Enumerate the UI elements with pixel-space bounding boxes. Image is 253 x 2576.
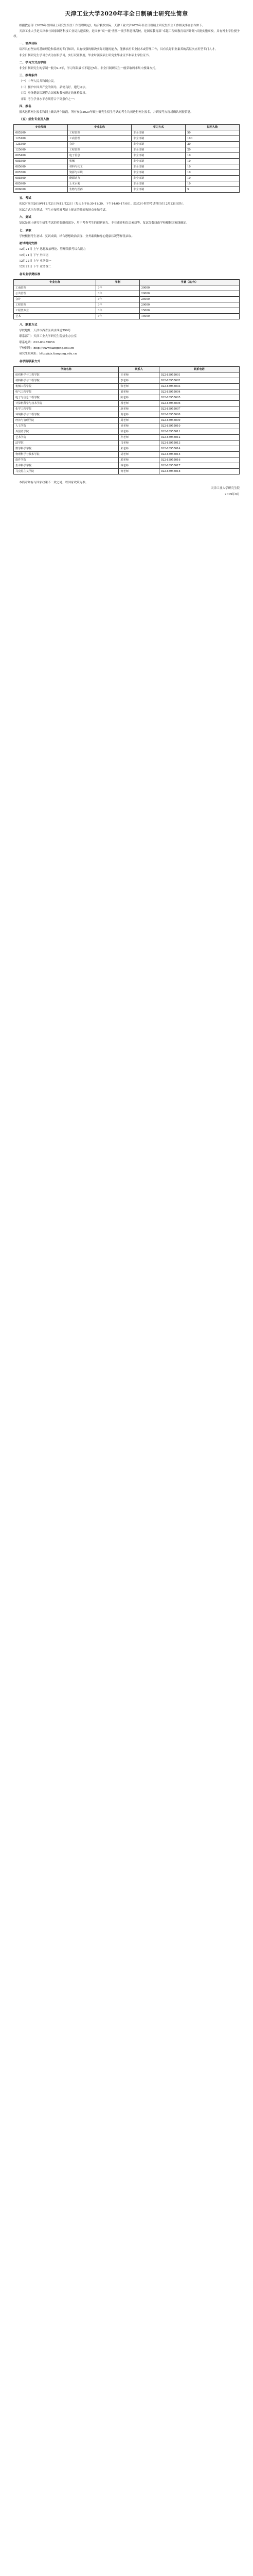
table-header-cell: 专业名称 <box>14 279 96 285</box>
table-cell: 022-83955003 <box>159 383 239 389</box>
table-cell: 022-83955014 <box>159 446 239 451</box>
section-paragraph: （二）拥护中国共产党的领导，品德良好，遵纪守法。 <box>19 86 88 89</box>
table-cell: 非全日制 <box>132 170 186 176</box>
table-cell: 外国语学院 <box>14 429 119 434</box>
table-cell: 10 <box>186 153 240 159</box>
table-cell: 郭老师 <box>119 457 159 463</box>
table-cell: 艺术学院 <box>14 434 119 440</box>
table-row <box>14 170 240 176</box>
table-cell: 非全日制 <box>132 147 186 153</box>
table-cell: 022-83955001 <box>159 372 239 378</box>
section-paragraph: （一）中华人民共和国公民。 <box>19 80 57 83</box>
contacts-list <box>13 329 240 357</box>
table-row <box>14 153 240 159</box>
table-row <box>14 308 240 313</box>
table-row <box>14 451 240 457</box>
table-cell: 李老师 <box>119 378 159 383</box>
table-row <box>14 296 240 302</box>
table-cell: 3年 <box>96 308 139 313</box>
table-cell: 数学科学学院 <box>14 446 119 451</box>
table-row <box>14 463 240 468</box>
table-row <box>14 372 240 378</box>
section-paragraph: （四）考生学业水平必须符合下列条件之一： <box>19 97 77 101</box>
table-cell: 王老师 <box>119 372 159 378</box>
table-cell: 086000 <box>14 187 68 193</box>
section-paragraph: 初试时间为2019年12月21日至12月22日（每天上午8:30-11:30，下午14:00-17:00）。超过3小时的考试科目在12月23日进行。 <box>19 202 186 206</box>
table-row <box>14 434 240 440</box>
table-cell: 工商管理 <box>67 136 131 142</box>
table-row <box>14 291 240 296</box>
table-row <box>14 176 240 181</box>
schedule-item: 12月22日 下午 业务课二 <box>19 265 51 269</box>
table-row <box>14 130 240 136</box>
table-row <box>14 378 240 383</box>
intro-section <box>13 24 240 39</box>
table-cell: 100 <box>186 136 240 142</box>
table-cell: 15000 <box>139 313 239 319</box>
sections-block <box>13 41 240 115</box>
table-cell: 刘老师 <box>119 389 159 395</box>
table-header-row <box>14 366 240 372</box>
table-row <box>14 181 240 187</box>
section-paragraph: 非全日制研究生的学制一般为2-3年，学习年限最长不超过5年。非全日制研究生一般采取周末集中授课方式。 <box>19 67 158 71</box>
enrollment-table <box>13 124 240 193</box>
table-row <box>14 412 240 417</box>
section-paragraph: （三）身体健康状况符合国家和我校规定的体检要求。 <box>19 92 88 95</box>
section-paragraph: 学校根据考生初试、复试成绩，结合思想政治表现、业务素质和身心健康状况等择优录取。 <box>19 234 134 238</box>
table-row <box>14 440 240 446</box>
table-cell: 20000 <box>139 302 239 308</box>
table-row <box>14 136 240 142</box>
table-cell: 法学院 <box>14 440 119 446</box>
table-header-row <box>14 125 240 130</box>
table-cell: 材料科学与工程学院 <box>14 378 119 383</box>
table-cell: 30000 <box>139 285 239 291</box>
table-cell: 会计 <box>14 296 96 302</box>
tuition-table <box>13 279 240 319</box>
table-cell: 085800 <box>14 176 68 181</box>
table-cell: 杨老师 <box>119 400 159 406</box>
table-cell: 20 <box>186 147 240 153</box>
table-cell: 10 <box>186 176 240 181</box>
table-cell: 125100 <box>14 136 68 142</box>
table-cell: 公共管理 <box>14 291 96 296</box>
table-cell: 工商管理 <box>14 285 96 291</box>
table-cell: 非全日制 <box>132 164 186 170</box>
table-cell: 资源与环境 <box>67 170 131 176</box>
contact-item: 研究生院网址：http://yjs.tiangong.edu.cn <box>19 352 77 356</box>
table-cell: 非全日制 <box>132 176 186 181</box>
table-cell: 马克思主义学院 <box>14 468 119 474</box>
table-cell: 022-83955005 <box>159 395 239 400</box>
contacts-heading: 八、联系方式 <box>19 323 38 327</box>
table-row <box>14 468 240 474</box>
contact-item: 学校地址：天津市西青区宾水西道399号 <box>19 329 71 332</box>
table-cell: 125300 <box>14 142 68 147</box>
schedule-item: 12月21日 下午 外国语 <box>19 253 49 257</box>
table-cell: 机械 <box>67 159 131 164</box>
table-cell: 30 <box>186 142 240 147</box>
closing-line: 本简章如有与国家政策不一致之处，以国家政策为准。 <box>19 481 88 484</box>
closing-block <box>13 481 240 497</box>
table-row <box>14 159 240 164</box>
table-cell: 电子信息 <box>67 153 131 159</box>
table-row <box>14 285 240 291</box>
table-cell: 吴老师 <box>119 423 159 429</box>
table-header-cell: 学习方式 <box>132 125 186 130</box>
table-header-cell: 专业名称 <box>67 125 131 130</box>
table-cell: 孙老师 <box>119 434 159 440</box>
table-cell: 计算机科学与技术学院 <box>14 400 119 406</box>
table-row <box>14 400 240 406</box>
table-cell: 20000 <box>139 291 239 296</box>
section-paragraph: 初试方式均为笔试。考生应按照准考证上规定的时间和地点参加考试。 <box>19 208 109 212</box>
table-cell: 赵老师 <box>119 406 159 412</box>
section-heading: 一、培养目标 <box>19 42 38 46</box>
table-cell: 10 <box>186 170 240 176</box>
table-cell: 工程类专业 <box>14 308 96 313</box>
table-cell: 工程管理 <box>67 130 131 136</box>
table-header-cell: 专业代码 <box>14 125 68 130</box>
table-header-cell: 拟招人数 <box>186 125 240 130</box>
table-cell: 人文学院 <box>14 423 119 429</box>
table-cell: 非全日制 <box>132 136 186 142</box>
table-row <box>14 383 240 389</box>
table-cell: 机械工程学院 <box>14 383 119 389</box>
table-cell: 胡老师 <box>119 451 159 457</box>
table-cell: 生物与医药 <box>67 187 131 193</box>
table-row <box>14 446 240 451</box>
document-page <box>0 0 253 519</box>
section-paragraph: 培养具有坚实的基础理论和系统的专门知识，具有较强的解决实际问题的能力，能够承担专业技术或管理工作，具有良好职业素养的高层次应用型专门人才。 <box>19 48 218 52</box>
table-cell: 50 <box>186 130 240 136</box>
table-cell: 生命科学学院 <box>14 463 119 468</box>
table-row <box>14 395 240 400</box>
section-heading: 五、考试 <box>19 197 31 200</box>
table-row <box>14 423 240 429</box>
table-cell: 022-83955002 <box>159 378 239 383</box>
table-header-cell: 联系电话 <box>159 366 239 372</box>
table-cell: 电子与信息工程学院 <box>14 395 119 400</box>
table-row <box>14 313 240 319</box>
table-cell: 085400 <box>14 153 68 159</box>
table-cell: 022-83955013 <box>159 440 239 446</box>
table-header-cell: 学院名称 <box>14 366 119 372</box>
table-row <box>14 429 240 434</box>
table-cell: 软件学院 <box>14 457 119 463</box>
table-cell: 林老师 <box>119 463 159 468</box>
table1-caption: （五）招生专业及人数 <box>19 118 49 122</box>
table-cell: 能源动力 <box>67 176 131 181</box>
table-cell: 022-83955006 <box>159 400 239 406</box>
table-cell: 化学工程学院 <box>14 406 119 412</box>
table-cell: 非全日制 <box>132 181 186 187</box>
table-cell: 022-83955010 <box>159 423 239 429</box>
table-cell: 5 <box>186 187 240 193</box>
table-row <box>14 302 240 308</box>
table-cell: 25000 <box>139 296 239 302</box>
table-cell: 经济与管理学院 <box>14 417 119 423</box>
table3-caption: 各学院联系方式 <box>19 360 41 363</box>
table-cell: 环境科学与工程学院 <box>14 412 119 417</box>
table-row <box>14 389 240 395</box>
schedule-caption: 初试时间安排 <box>19 242 38 246</box>
table-cell: 022-83955008 <box>159 412 239 417</box>
table-cell: 022-83955011 <box>159 429 239 434</box>
table-cell: 非全日制 <box>132 153 186 159</box>
intro-paragraph: 根据教育部《2020年全国硕士研究生招生工作管理规定》，结合我校实际，天津工业大学2020年非全日制硕士研究生招生工作相关事宜公布如下。 <box>19 24 205 27</box>
table-cell: 非全日制 <box>132 142 186 147</box>
college-contacts-table <box>13 366 240 474</box>
table-cell: 085500 <box>14 159 68 164</box>
section-paragraph: 报名包括网上报名和网上确认两个阶段。所有参加2020年硕士研究生招生考试的考生均须进行网上报名，并到报考点现场确认网报信息。 <box>19 111 193 114</box>
table-cell: 085700 <box>14 170 68 176</box>
table-header-row <box>14 279 240 285</box>
section-heading: 二、学习方式及学制 <box>19 61 46 65</box>
table-cell: 085600 <box>14 164 68 170</box>
table-cell: 物理科学与技术学院 <box>14 451 119 457</box>
table-cell: 3年 <box>96 302 139 308</box>
section-paragraph: 非全日制研究生学习方式为在职学习，实行双证制度，毕业时颁发硕士研究生毕业证书和硕士学位证书。 <box>19 54 152 57</box>
contact-item: 联系电话：022-83955056 <box>19 341 55 344</box>
table-row <box>14 417 240 423</box>
table-cell: 3年 <box>96 291 139 296</box>
table-cell: 艺术 <box>14 313 96 319</box>
table-cell: 徐老师 <box>119 429 159 434</box>
table-cell: 022-83955012 <box>159 434 239 440</box>
schedule-item: 12月22日 上午 业务课一 <box>19 259 51 263</box>
table-cell: 何老师 <box>119 468 159 474</box>
table-cell: 3年 <box>96 296 139 302</box>
section-heading: 四、报名 <box>19 105 31 109</box>
table-cell: 非全日制 <box>132 159 186 164</box>
contact-item: 联系部门：天津工业大学研究生院招生办公室 <box>19 335 77 338</box>
table-cell: 022-83955009 <box>159 417 239 423</box>
table-row <box>14 142 240 147</box>
table-header-cell: 联系人 <box>119 366 159 372</box>
schedule-item: 12月21日 上午 思想政治理论、管理类联考综合能力 <box>19 248 86 251</box>
table-cell: 3年 <box>96 285 139 291</box>
table-cell: 电气工程学院 <box>14 389 119 395</box>
contact-item: 学校网址：http://www.tiangong.edu.cn <box>19 346 74 350</box>
table-row <box>14 187 240 193</box>
table-cell: 会计 <box>67 142 131 147</box>
table-cell: 黄老师 <box>119 412 159 417</box>
table-cell: 125600 <box>14 147 68 153</box>
table-cell: 材料与化工 <box>67 164 131 170</box>
table-cell: 085900 <box>14 181 68 187</box>
section-paragraph: 复试是硕士研究生招生考试的重要组成部分，用于考查考生的创新能力、专业素养和综合素质等。复试分数线由学校根据国家线确定。 <box>19 222 189 225</box>
table-header-cell: 学费（元/年） <box>139 279 239 285</box>
table-cell: 085200 <box>14 130 68 136</box>
table-cell: 陈老师 <box>119 395 159 400</box>
table2-caption: 各专业学费标准 <box>19 273 41 276</box>
table-cell: 周老师 <box>119 417 159 423</box>
table-row <box>14 457 240 463</box>
table-row <box>14 406 240 412</box>
table-cell: 022-83955016 <box>159 457 239 463</box>
table-cell: 工程管理 <box>14 302 96 308</box>
table-cell: 马老师 <box>119 440 159 446</box>
table-row <box>14 164 240 170</box>
table-cell: 022-83955015 <box>159 451 239 457</box>
section-heading: 六、复试 <box>19 216 31 219</box>
section-heading: 三、报考条件 <box>19 74 38 78</box>
table-header-cell: 学制 <box>96 279 139 285</box>
table-cell: 022-83955017 <box>159 463 239 468</box>
table-cell: 3年 <box>96 313 139 319</box>
table-cell: 10 <box>186 181 240 187</box>
table-row <box>14 147 240 153</box>
table-cell: 纺织科学与工程学院 <box>14 372 119 378</box>
table-cell: 15000 <box>139 308 239 313</box>
table-cell: 非全日制 <box>132 187 186 193</box>
closing-line: 天津工业大学研究生院 <box>211 487 240 490</box>
table-cell: 工程管理 <box>67 147 131 153</box>
table-cell: 张老师 <box>119 383 159 389</box>
table-cell: 非全日制 <box>132 130 186 136</box>
table-cell: 022-83955018 <box>159 468 239 474</box>
table-cell: 022-83955007 <box>159 406 239 412</box>
table-cell: 土木水利 <box>67 181 131 187</box>
table-cell: 022-83955004 <box>159 389 239 395</box>
intro-paragraph: 天津工业大学是天津市与国家国防科技工业局共建高校，是国家“双一流”世界一流学科建设高校，是国家教育部“卓越工程师教育培养计划”首批实施高校，具有博士学位授予权。 <box>13 30 240 38</box>
section-heading: 七、录取 <box>19 229 31 232</box>
sections-mid-block <box>13 196 240 239</box>
document-title: 天津工业大学2020年非全日制硕士研究生简章 <box>65 10 188 17</box>
closing-line: 2019年9月 <box>225 493 240 496</box>
table-cell: 10 <box>186 159 240 164</box>
exam-schedule <box>13 247 240 270</box>
table-cell: 朱老师 <box>119 446 159 451</box>
table-cell: 10 <box>186 164 240 170</box>
